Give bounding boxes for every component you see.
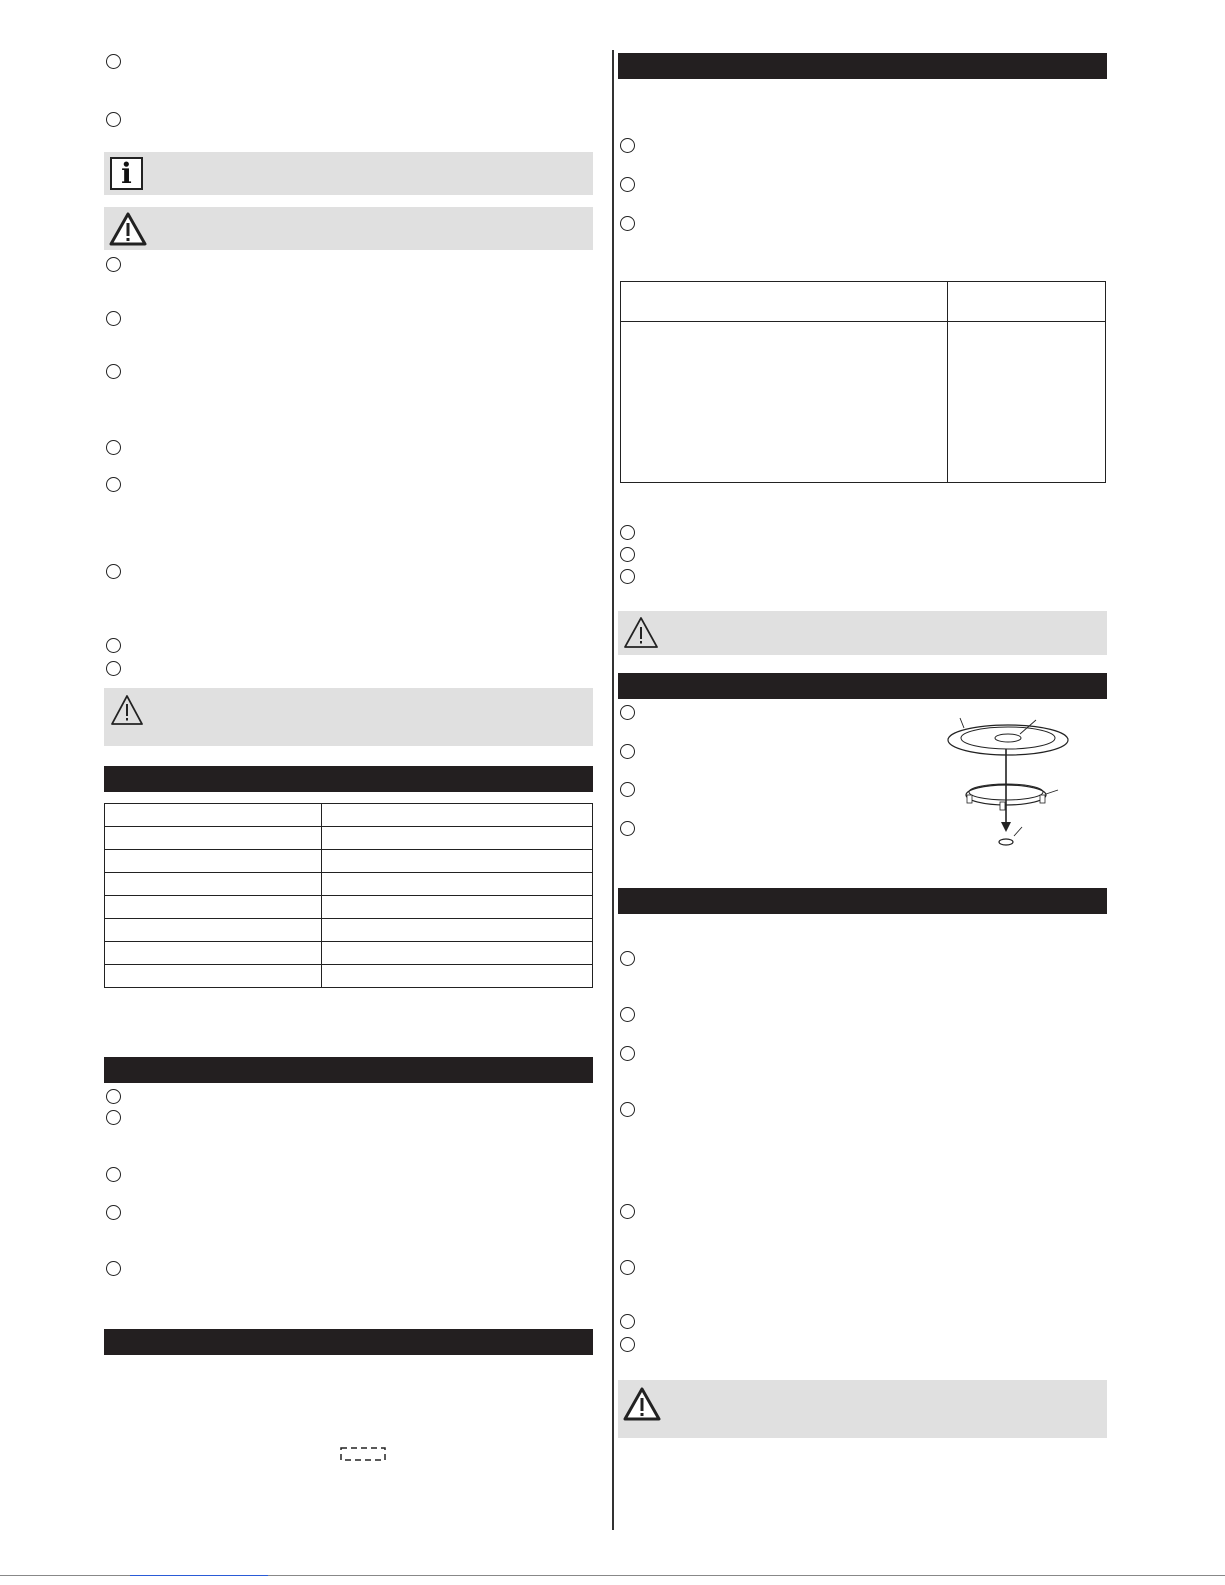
list-bullet: [620, 1260, 635, 1275]
list-bullet: [620, 138, 635, 153]
list-bullet: [620, 569, 635, 584]
list-bullet: [620, 547, 635, 562]
table-row: [105, 919, 593, 942]
specification-table: [104, 803, 593, 988]
warning-note: [618, 611, 1107, 655]
list-bullet: [620, 1007, 635, 1022]
column-divider: [612, 50, 614, 1530]
warning-triangle-icon: [109, 693, 145, 727]
info-table: [620, 281, 1106, 483]
table-row: [105, 896, 593, 919]
warning-triangle-icon: [622, 615, 660, 650]
section-header-bar: [104, 766, 593, 792]
list-bullet: [620, 177, 635, 192]
list-bullet: [106, 638, 121, 653]
list-bullet: [106, 1110, 121, 1125]
info-icon: i: [110, 157, 143, 190]
table-row: [105, 873, 593, 896]
list-bullet: [106, 477, 121, 492]
footer-link-underline[interactable]: [130, 1575, 268, 1576]
section-header-bar: [618, 673, 1107, 699]
info-note: [104, 152, 593, 195]
list-bullet: [620, 525, 635, 540]
warning-triangle-icon: [108, 211, 148, 247]
list-bullet: [106, 564, 121, 579]
list-bullet: [106, 311, 121, 326]
list-bullet: [620, 705, 635, 720]
list-bullet: [620, 1204, 635, 1219]
section-header-bar: [618, 888, 1107, 914]
list-bullet: [106, 112, 121, 127]
list-bullet: [106, 54, 121, 69]
warning-note: [104, 688, 593, 746]
list-bullet: [620, 1046, 635, 1061]
table-row: [105, 850, 593, 873]
list-bullet: [106, 1167, 121, 1182]
dashed-display-icon: [338, 1445, 390, 1463]
section-header-bar: [104, 1329, 593, 1355]
turntable-assembly-icon: [940, 712, 1070, 862]
list-bullet: [620, 951, 635, 966]
table-header-divider: [621, 321, 1105, 322]
list-bullet: [106, 364, 121, 379]
list-bullet: [620, 1337, 635, 1352]
list-bullet: [620, 744, 635, 759]
section-header-bar: [618, 53, 1107, 79]
list-bullet: [106, 661, 121, 676]
list-bullet: [106, 257, 121, 272]
table-row: [105, 965, 593, 988]
list-bullet: [106, 440, 121, 455]
list-bullet: [620, 216, 635, 231]
section-header-bar: [104, 1057, 593, 1083]
table-row: [105, 942, 593, 965]
table-row: [105, 827, 593, 850]
list-bullet: [620, 1102, 635, 1117]
list-bullet: [620, 1314, 635, 1329]
list-bullet: [620, 782, 635, 797]
warning-triangle-icon: [622, 1386, 662, 1422]
list-bullet: [106, 1205, 121, 1220]
warning-note: [618, 1380, 1107, 1438]
warning-note: [104, 207, 593, 250]
list-bullet: [106, 1261, 121, 1276]
table-row: [105, 804, 593, 827]
list-bullet: [106, 1089, 121, 1104]
table-column-divider: [947, 282, 948, 482]
list-bullet: [620, 821, 635, 836]
